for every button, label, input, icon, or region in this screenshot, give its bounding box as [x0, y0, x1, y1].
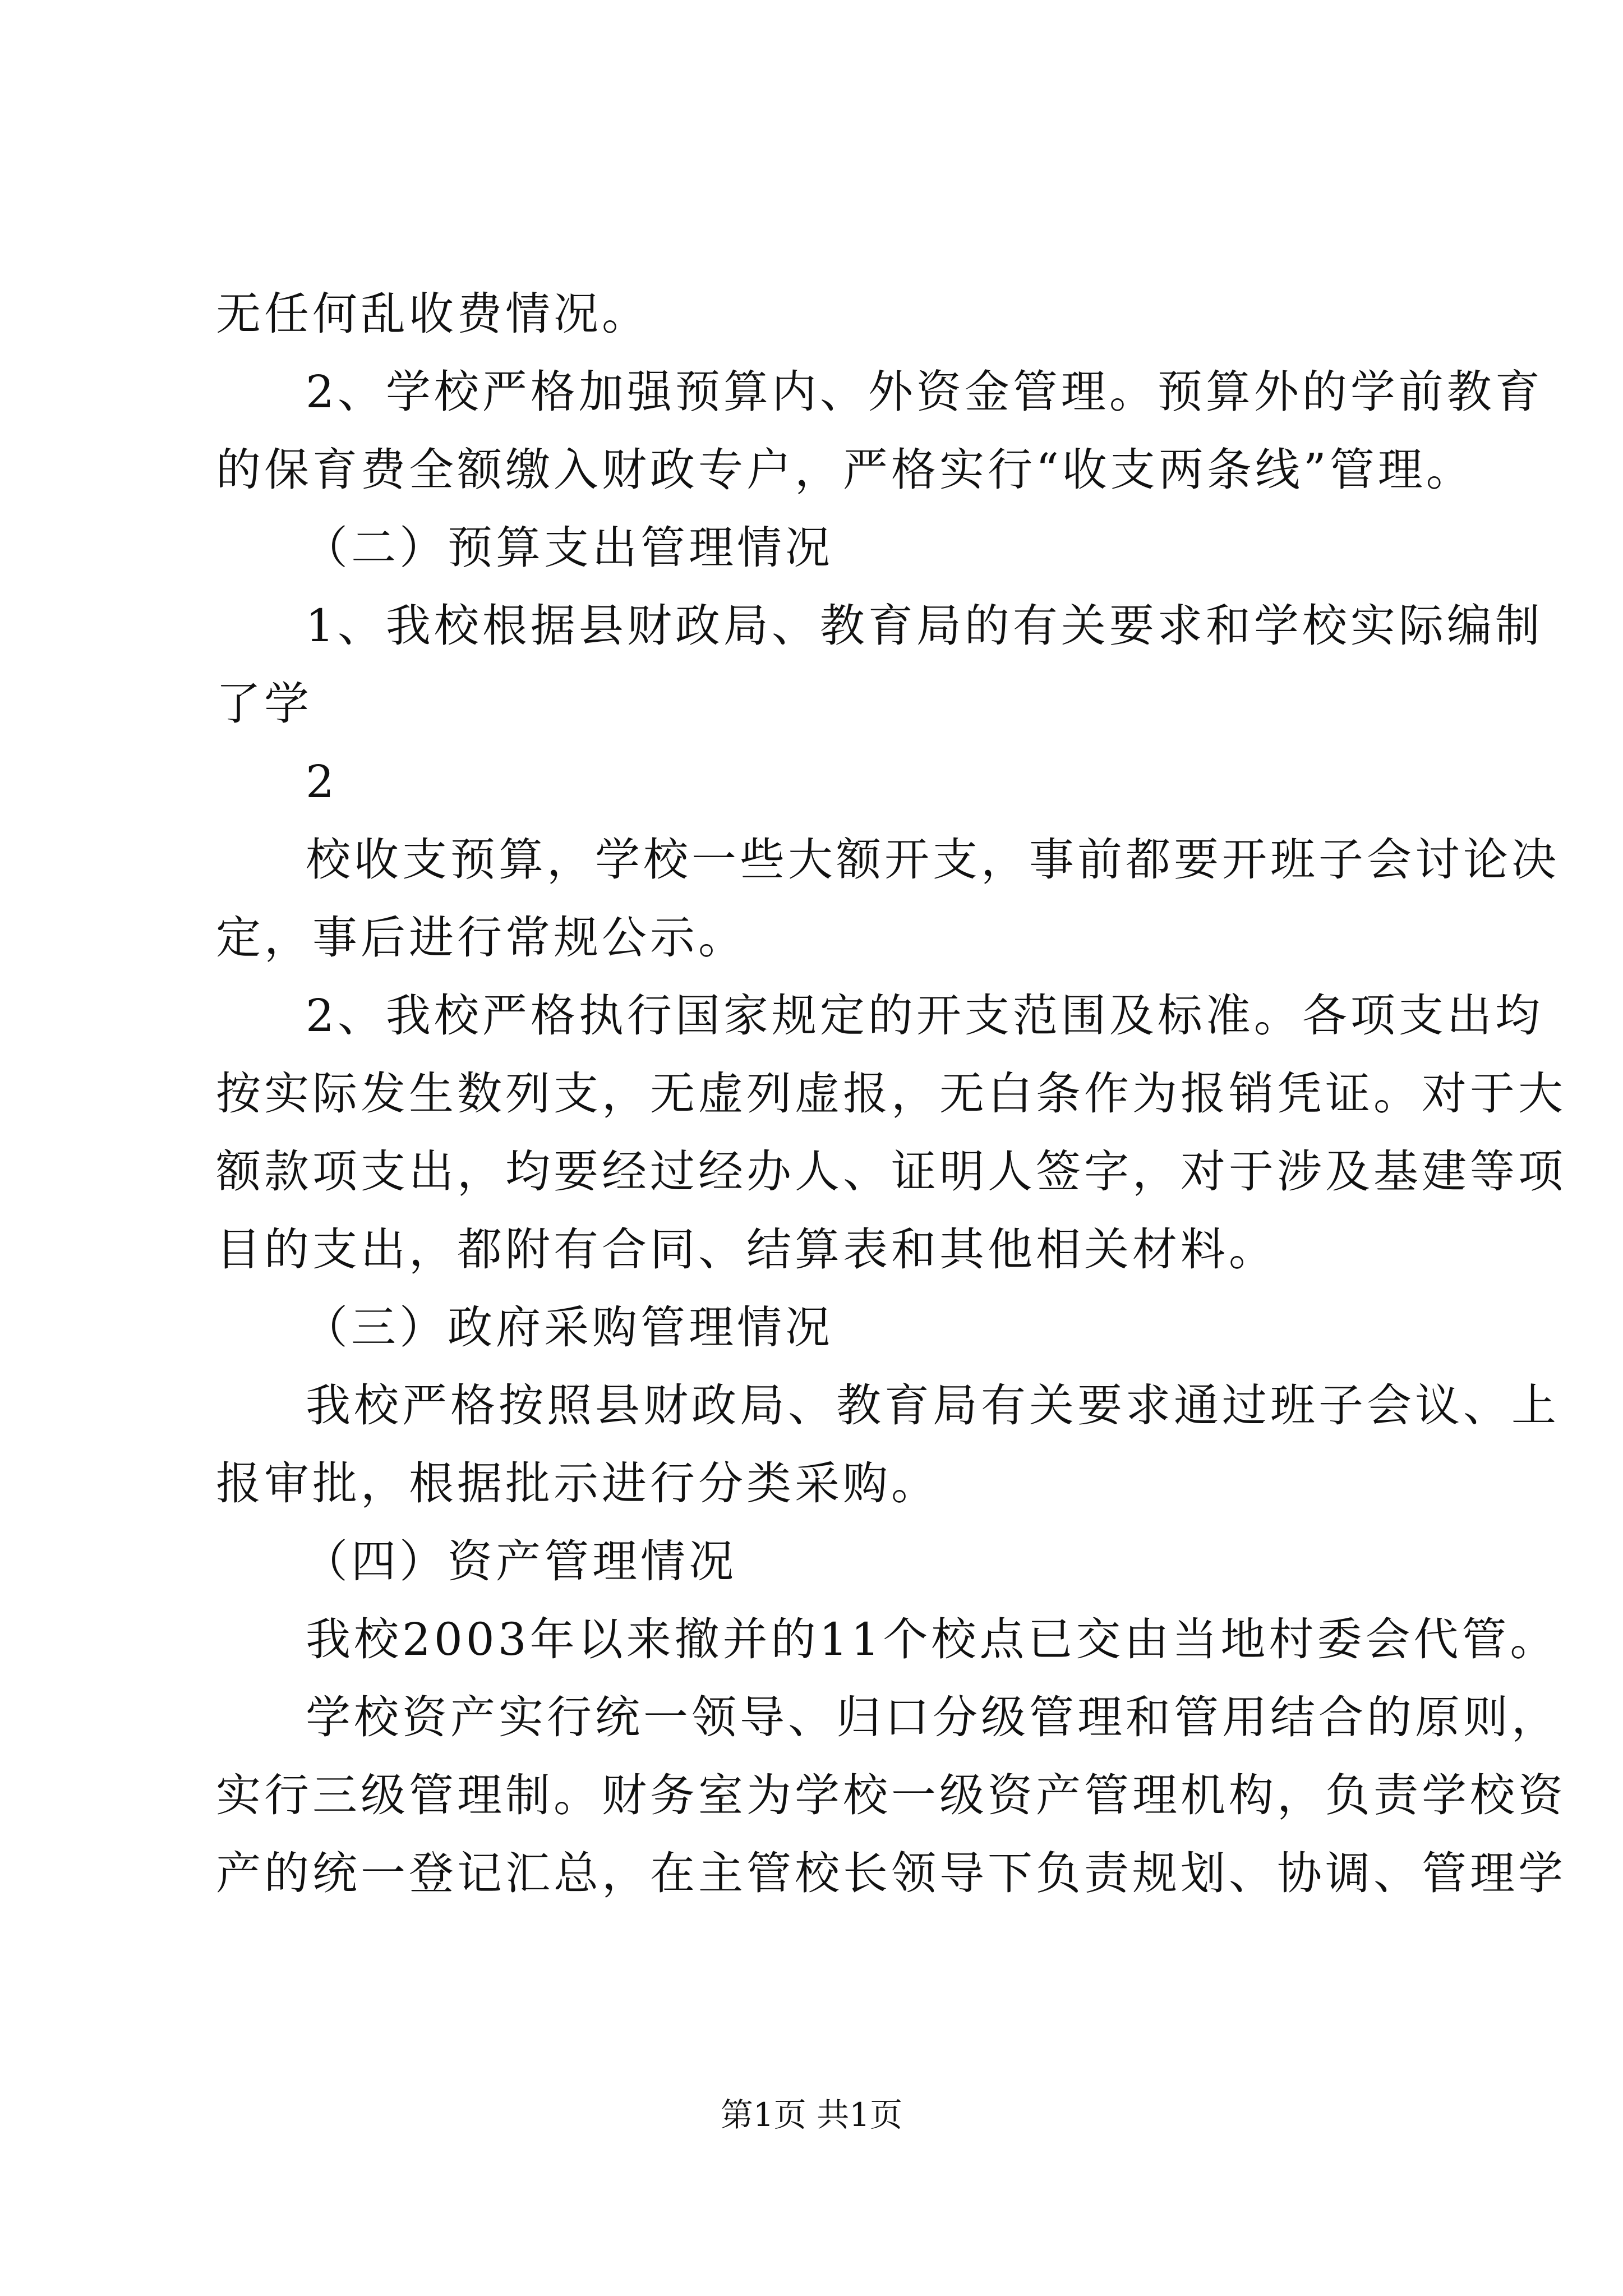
paragraph-line-11: 按实际发生数列支，无虚列虚报，无白条作为报销凭证。对于大 [216, 1068, 1566, 1120]
document-body [216, 275, 1566, 1912]
paragraph-line-15: 我校严格按照县财政局、教育局有关要求通过班子会议、上 [306, 1379, 1560, 1432]
paragraph-line-7: 2 [306, 756, 338, 808]
paragraph-line-9: 定，事后进行常规公示。 [216, 912, 746, 964]
section-heading-3: （三）政府采购管理情况 [303, 1301, 833, 1354]
paragraph-line-8: 校收支预算，学校一些大额开支，事前都要开班子会讨论决 [306, 834, 1560, 886]
paragraph-line-18: 我校2003年以来撤并的11个校点已交由当地村委会代管。 [306, 1613, 1559, 1665]
paragraph-line-3: 的保育费全额缴入财政专户，严格实行“收支两条线”管理。 [216, 444, 1474, 496]
paragraph-line-1: 无任何乱收费情况。 [216, 288, 650, 340]
paragraph-line-10: 2、我校严格执行国家规定的开支范围及标准。各项支出均 [306, 990, 1543, 1042]
paragraph-line-2: 2、学校严格加强预算内、外资金管理。预算外的学前教育 [306, 366, 1543, 418]
page-footer: 第1页 共1页 [720, 2096, 903, 2134]
section-heading-2: （二）预算支出管理情况 [303, 522, 833, 574]
paragraph-line-12: 额款项支出，均要经过经办人、证明人签字，对于涉及基建等项 [216, 1145, 1566, 1198]
paragraph-line-13: 目的支出，都附有合同、结算表和其他相关材料。 [216, 1223, 1277, 1276]
paragraph-line-19: 学校资产实行统一领导、归口分级管理和管用结合的原则， [306, 1691, 1560, 1743]
section-heading-4: （四）资产管理情况 [303, 1535, 737, 1588]
paragraph-line-5: 1、我校根据县财政局、教育局的有关要求和学校实际编制 [306, 600, 1543, 652]
paragraph-line-20: 实行三级管理制。财务室为学校一级资产管理机构，负责学校资 [216, 1769, 1566, 1821]
paragraph-line-16: 报审批，根据批示进行分类采购。 [216, 1457, 939, 1510]
paragraph-line-21: 产的统一登记汇总，在主管校长领导下负责规划、协调、管理学 [216, 1847, 1566, 1899]
paragraph-line-6: 了学 [216, 678, 312, 730]
